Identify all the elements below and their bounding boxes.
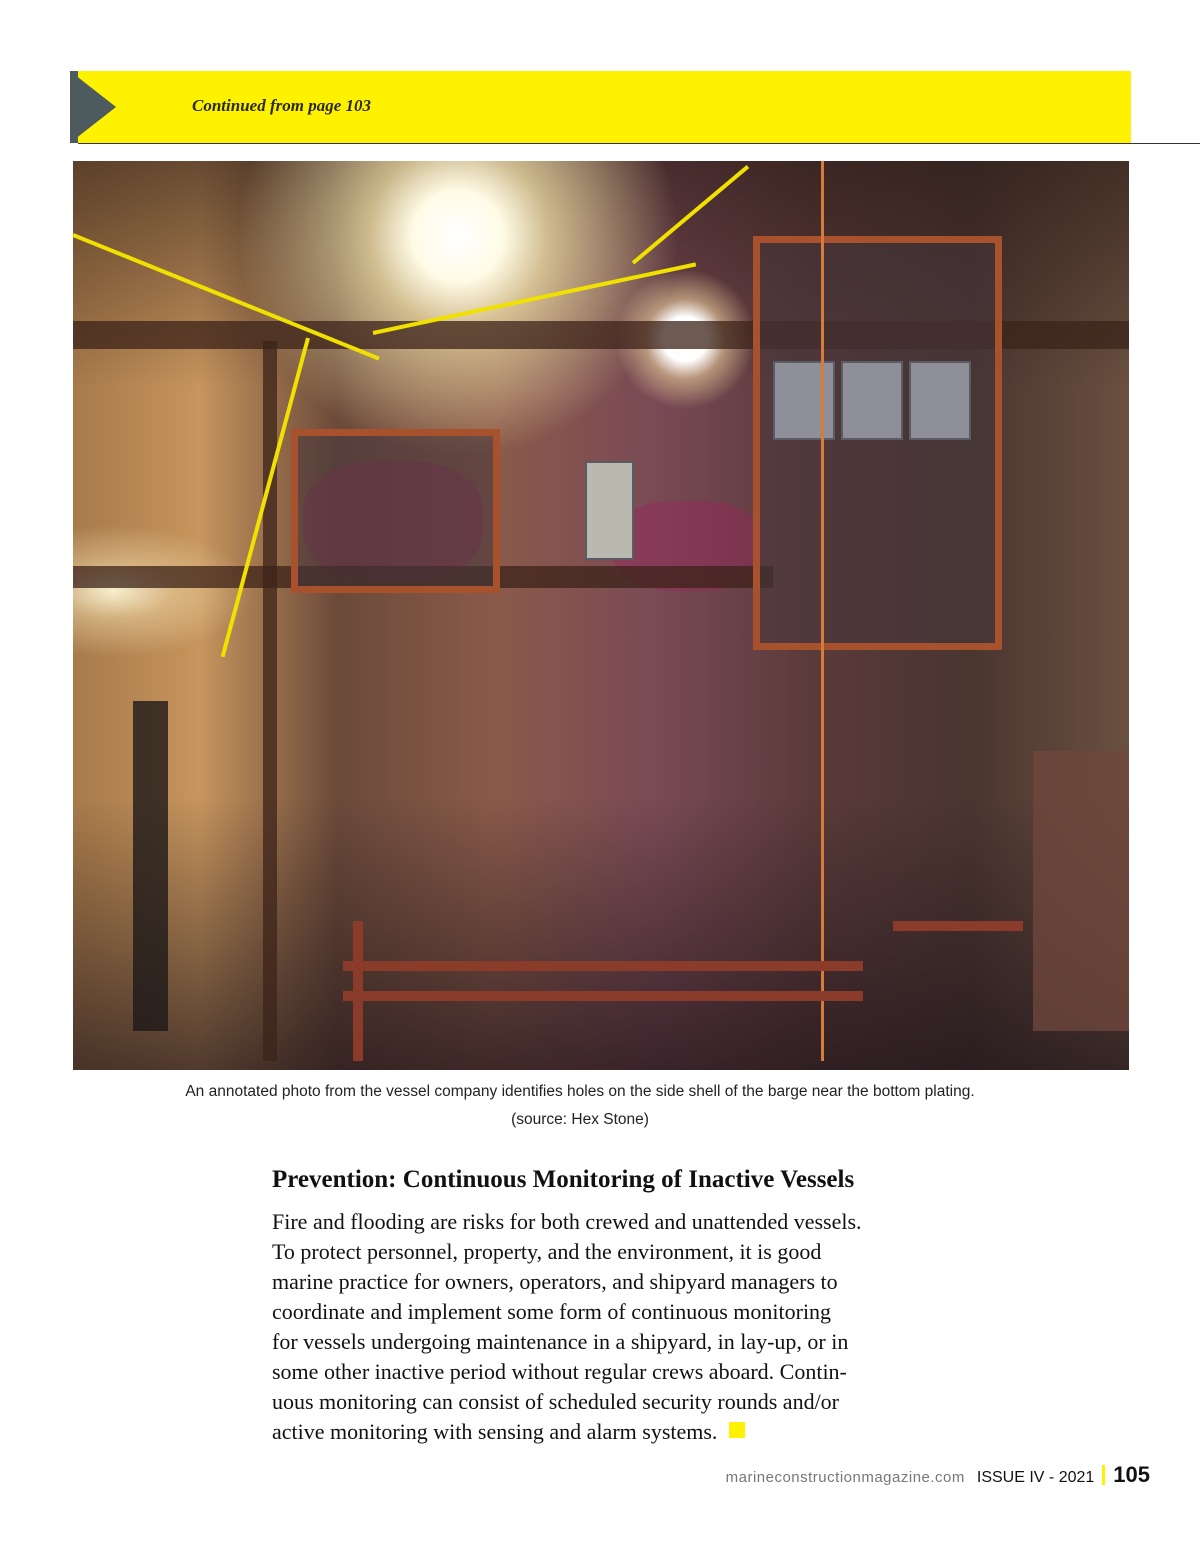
photo-pipe: [343, 991, 863, 1001]
body-line-text: active monitoring with sensing and alarm systems.: [272, 1419, 718, 1444]
body-line: uous monitoring can consist of scheduled security rounds and/or: [272, 1389, 840, 1414]
body-line: To protect personnel, property, and the environment, it is good: [272, 1239, 822, 1264]
footer-divider: [1102, 1465, 1105, 1485]
header-rule: [78, 143, 1200, 144]
photo-pillar: [263, 341, 277, 1061]
barge-interior-photo: [73, 161, 1129, 1070]
photo-breaker: [909, 361, 971, 440]
body-line: coordinate and implement some form of continuous monitoring: [272, 1299, 832, 1324]
photo-switch-box: [585, 461, 634, 560]
photo-breaker: [773, 361, 835, 440]
body-line: marine practice for owners, operators, and shipyard managers to: [272, 1269, 838, 1294]
photo-pipe: [353, 921, 363, 1061]
page-number: 105: [1113, 1462, 1150, 1487]
photo-barrel: [1033, 751, 1129, 1031]
end-of-article-icon: [729, 1422, 745, 1438]
photo-open-cabinet: [291, 429, 500, 593]
photo-caption: An annotated photo from the vessel company identifies holes on the side shell of the barge near the bottom plating.: [185, 1083, 975, 1100]
photo-source: (source: Hex Stone): [511, 1111, 649, 1128]
photo-orange-cable: [821, 161, 824, 1061]
footer-issue: ISSUE IV - 2021: [976, 1469, 1095, 1486]
article-heading: Prevention: Continuous Monitoring of Inactive Vessels: [272, 1166, 855, 1193]
body-line: some other inactive period without regular crews aboard. Contin-: [272, 1359, 847, 1384]
photo-dark-pipe: [133, 701, 168, 1031]
body-line-last: [272, 1419, 745, 1445]
page-footer: [726, 1462, 1150, 1488]
body-line: Fire and flooding are risks for both crewed and unattended vessels.: [272, 1209, 862, 1234]
photo-pipe: [893, 921, 1023, 931]
continued-from-label: Continued from page 103: [192, 96, 371, 115]
photo-electrical-panel: [753, 236, 1002, 650]
photo-breaker: [841, 361, 903, 440]
photo-pipe: [343, 961, 863, 971]
footer-site: marineconstructionmagazine.com: [725, 1469, 965, 1486]
photo-yellow-cable: [632, 165, 749, 264]
banner-arrow-icon: [70, 71, 116, 143]
body-line: for vessels undergoing maintenance in a shipyard, in lay-up, or in: [272, 1329, 849, 1354]
